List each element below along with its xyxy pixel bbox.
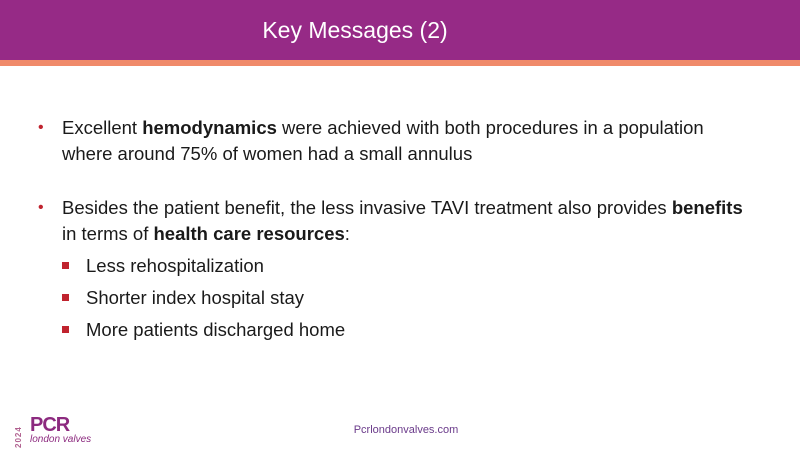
- sub-bullet-text: Less rehospitalization: [86, 255, 264, 276]
- sub-bullet-text: Shorter index hospital stay: [86, 287, 305, 308]
- logo-sub: london valves: [30, 434, 92, 445]
- sub-bullet-discharged-home: [62, 317, 758, 343]
- sub-bullet-hospital-stay: [62, 285, 758, 311]
- bullet-dot-icon: •: [38, 199, 44, 216]
- square-bullet-icon: [62, 262, 69, 269]
- sub-bullet-text: More patients discharged home: [86, 319, 346, 340]
- footer-url: Pcrlondonvalves.com: [353, 424, 459, 436]
- square-bullet-icon: [62, 294, 69, 301]
- bullet-dot-icon: •: [38, 119, 44, 136]
- title-underline-stripe: [0, 60, 800, 66]
- bullet-hemodynamics: [38, 115, 758, 167]
- slide-title: Key Messages (2): [262, 17, 448, 43]
- bullet-health-care-resources: [38, 195, 758, 343]
- sub-bullet-rehospitalization: [62, 253, 758, 279]
- logo-year: 2024: [14, 426, 23, 448]
- slide-body: [38, 115, 758, 343]
- square-bullet-icon: [62, 326, 69, 333]
- title-bar: [0, 0, 800, 60]
- logo-main: PCR: [30, 414, 70, 436]
- bullet-text: Besides the patient benefit, the less invasive TAVI treatment also provides benefits in terms of health care resources:: [62, 197, 743, 244]
- bullet-text: Excellent hemodynamics were achieved with both procedures in a population where around 75% of women had a small annulus: [62, 117, 704, 164]
